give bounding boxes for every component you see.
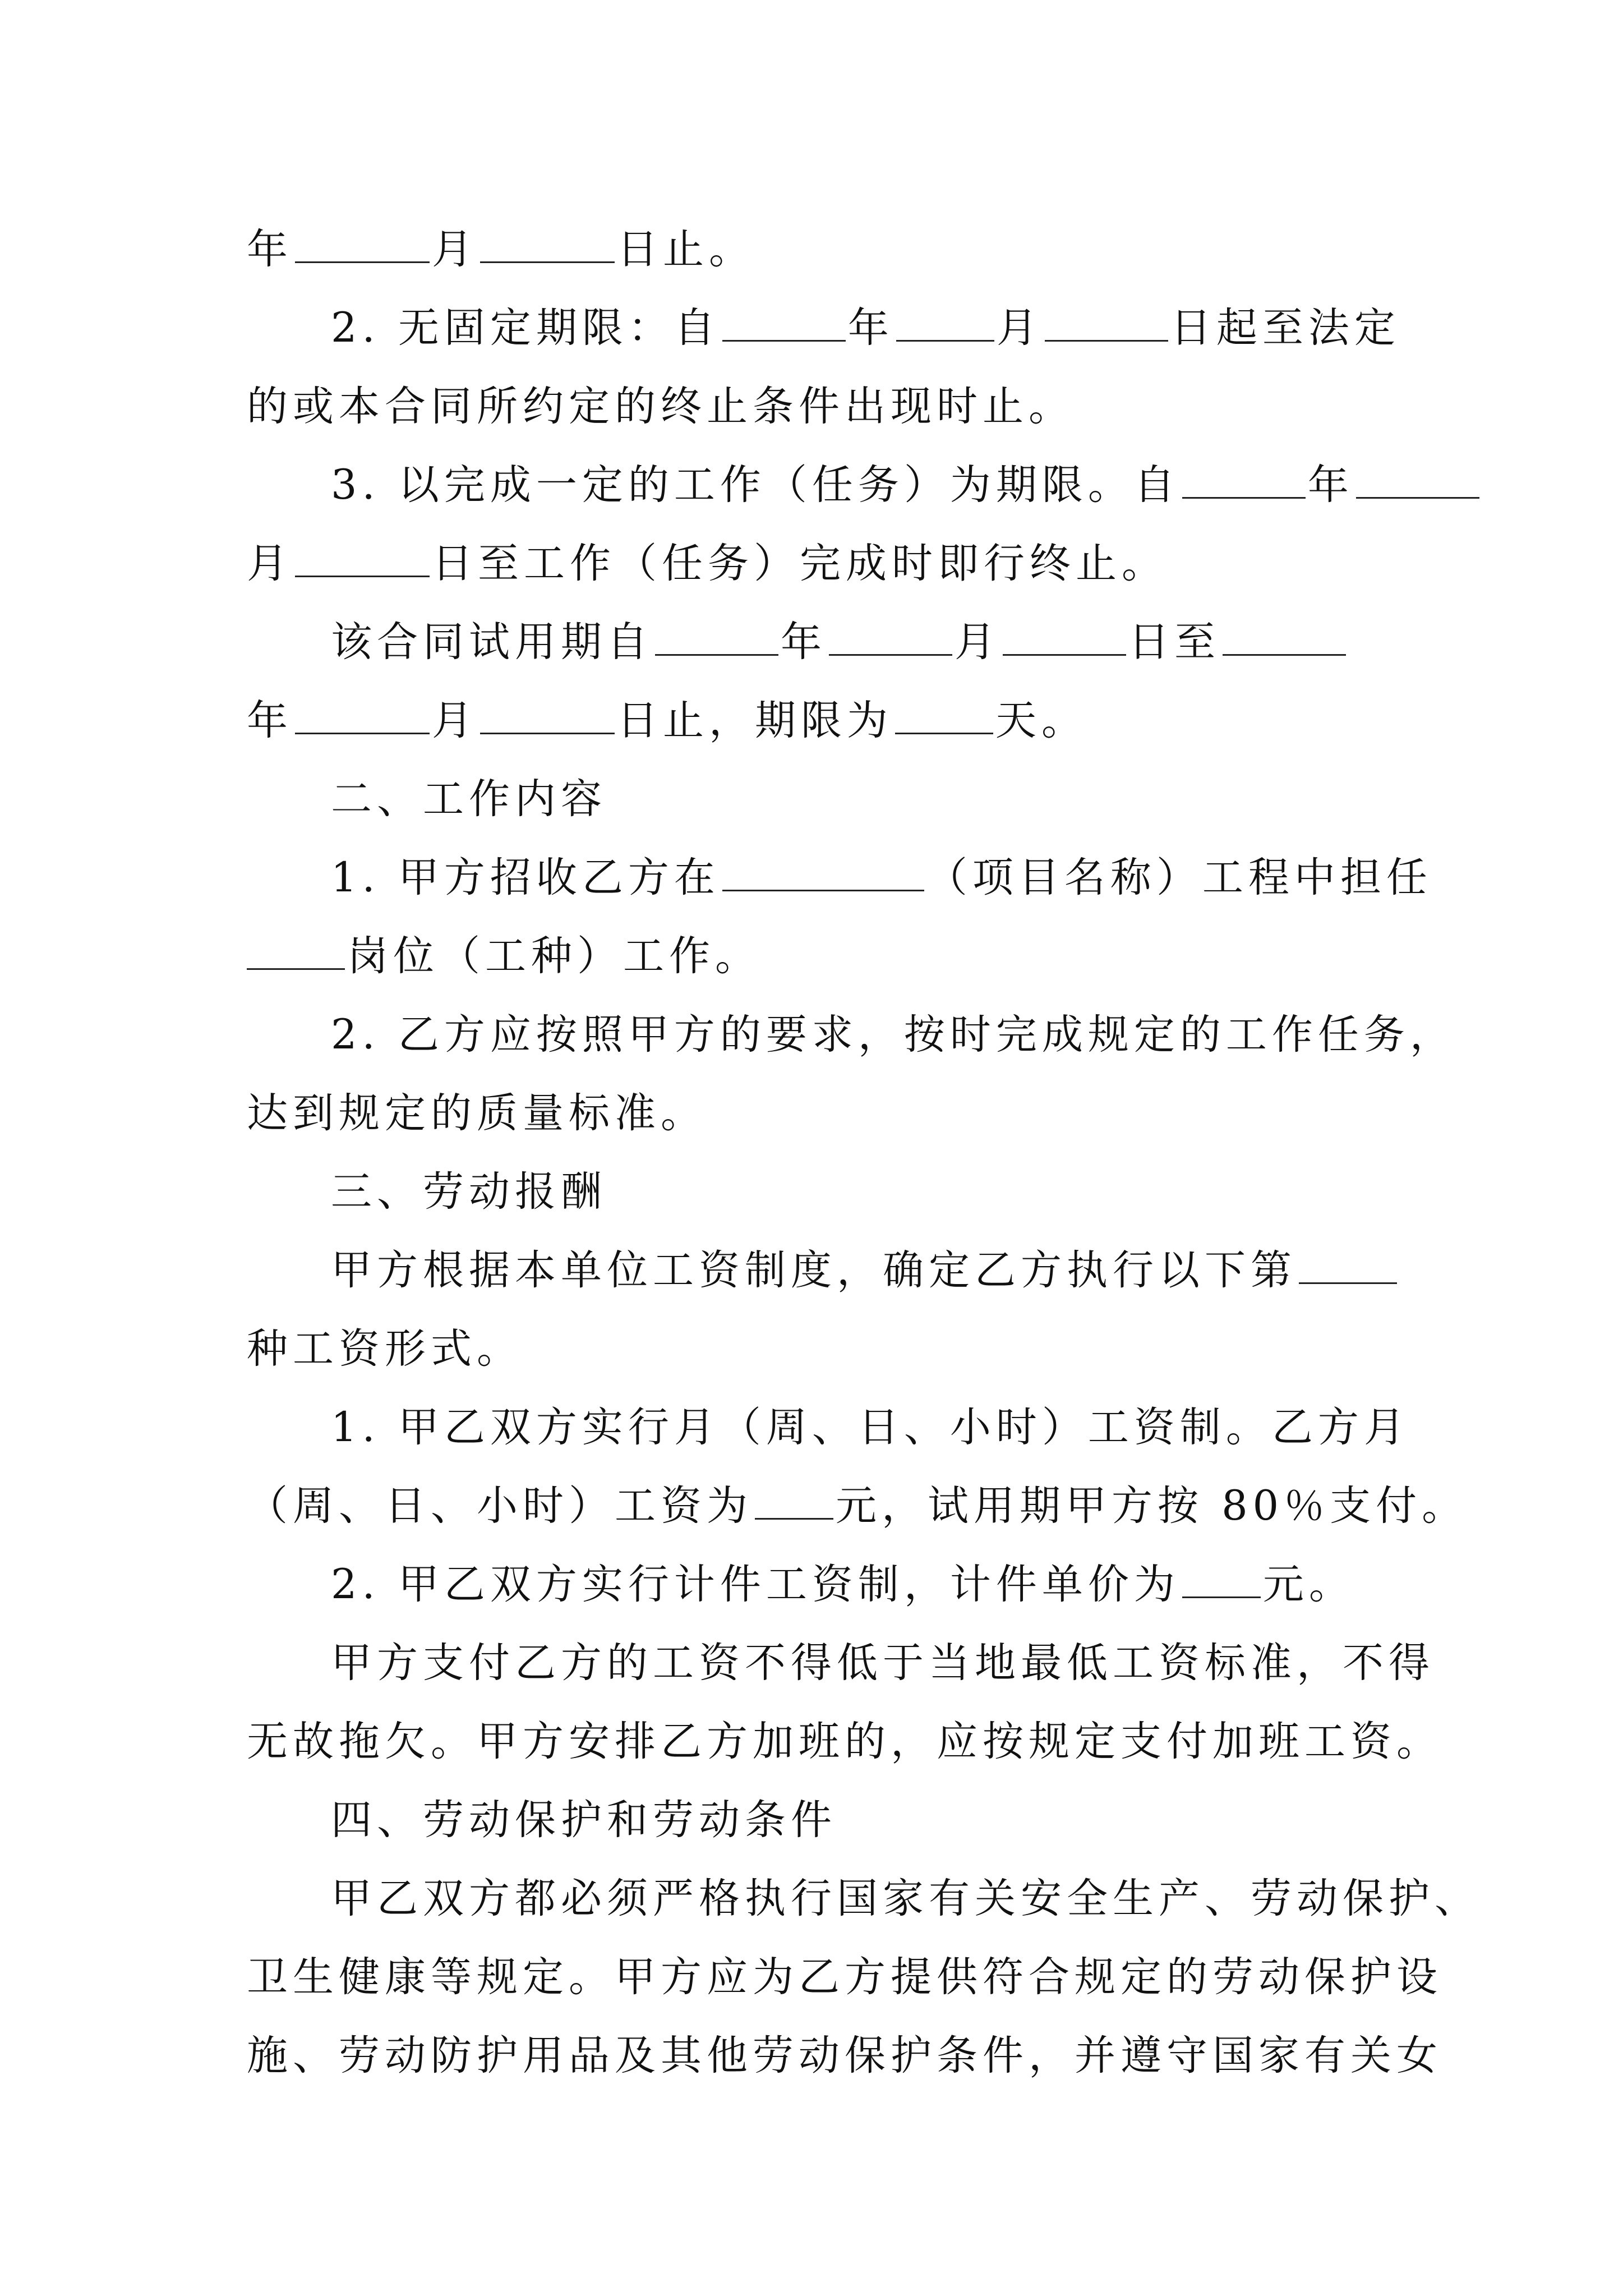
fill-blank xyxy=(480,689,615,734)
text-line: 2. 无固定期限：自 年 月 日起至法定 xyxy=(247,289,1391,367)
fill-blank xyxy=(722,846,924,891)
text-line: 达到规定的质量标准。 xyxy=(247,1089,707,1137)
fill-blank xyxy=(480,218,615,263)
fill-blank xyxy=(1356,453,1479,499)
text-line: 2. 乙方应按照甲方的要求，按时完成规定的工作任务， xyxy=(331,1011,1456,1059)
fill-blank xyxy=(295,689,430,734)
fill-blank xyxy=(895,689,993,734)
text-line: 2. 甲乙双方实行计件工资制，计件单价为 元。 xyxy=(247,1545,1391,1624)
fill-blank xyxy=(755,1474,833,1520)
fill-blank xyxy=(1003,610,1126,656)
fill-blank xyxy=(829,610,952,656)
fill-blank xyxy=(1182,453,1306,499)
text-line: 卫生健康等规定。甲方应为乙方提供符合规定的劳动保护设 xyxy=(247,1953,1442,2001)
text-line: 年 月 日止，期限为 天。 xyxy=(247,682,1391,760)
section-heading: 三、劳动报酬 xyxy=(331,1168,607,1216)
text-line: 种工资形式。 xyxy=(247,1325,523,1373)
text-line: 月 日至工作（任务）完成时即行终止。 xyxy=(247,524,1391,603)
text-line: 1. 甲方招收乙方在 （项目名称）工程中担任 xyxy=(247,839,1391,917)
fill-blank xyxy=(722,296,846,342)
fill-blank xyxy=(295,532,430,577)
fill-blank xyxy=(1182,1553,1261,1598)
fill-blank xyxy=(247,924,345,970)
fill-blank xyxy=(655,610,778,656)
fill-blank xyxy=(896,296,994,342)
text-line: 该合同试用期自 年 月 日至 xyxy=(247,603,1391,682)
text-line: 甲乙双方都必须严格执行国家有关安全生产、劳动保护、 xyxy=(331,1875,1481,1922)
fill-blank xyxy=(1045,296,1168,342)
section-heading: 二、工作内容 xyxy=(331,775,607,823)
text-line: 岗位（工种）工作。 xyxy=(247,917,1391,996)
text-line: 年 月 日止。 xyxy=(247,210,1391,289)
text-line: 甲方支付乙方的工资不得低于当地最低工资标准，不得 xyxy=(331,1639,1435,1687)
text-line: 无故拖欠。甲方安排乙方加班的，应按规定支付加班工资。 xyxy=(247,1718,1442,1765)
text-line: 1. 甲乙双方实行月（周、日、小时）工资制。乙方月 xyxy=(331,1404,1410,1451)
fill-blank xyxy=(1223,610,1346,656)
text-line: 的或本合同所约定的终止条件出现时止。 xyxy=(247,383,1075,430)
text-line: （周、日、小时）工资为 元，试用期甲方按 80％支付。 xyxy=(247,1467,1391,1545)
text-line: 甲方根据本单位工资制度，确定乙方执行以下第 xyxy=(247,1231,1391,1310)
section-heading: 四、劳动保护和劳动条件 xyxy=(331,1796,837,1844)
fill-blank xyxy=(1299,1239,1397,1284)
text-line: 3. 以完成一定的工作（任务）为期限。自 年 xyxy=(247,446,1391,524)
text-line: 施、劳动防护用品及其他劳动保护条件，并遵守国家有关女 xyxy=(247,2032,1442,2079)
fill-blank xyxy=(295,218,430,263)
contract-body xyxy=(247,210,1481,2095)
